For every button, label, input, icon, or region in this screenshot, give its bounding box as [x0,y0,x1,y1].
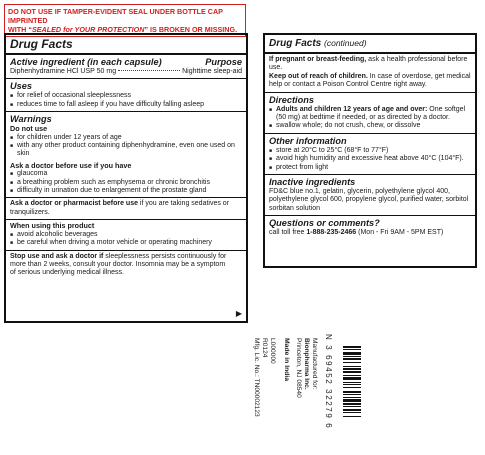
ask-doctor-section [6,161,246,199]
continue-arrow-icon: ▶ [235,308,242,318]
barcode-bar [343,358,361,360]
drug-facts-panel [4,33,248,323]
revision-code: R0124 [261,338,268,358]
questions-section [265,216,475,239]
barcode [333,332,361,452]
barcode-bar [343,397,361,398]
barcode-bar [343,403,361,405]
active-row: Diphenhydramine HCl USP 50 mg Nighttime sleep-aid [10,68,242,75]
other-info-heading: Other information [269,135,347,146]
barcode-bar [343,375,361,376]
company-city: Princeton, NJ 08540 [295,338,302,398]
company-name: Bionpharma Inc. [303,338,310,390]
warnings-heading: Warnings [10,114,52,125]
stop-use-section: Stop use and ask a doctor if sleeplessness persists continuously for more than 2 weeks, consult your doctor. Insomnia may be a symptom of serious underlying medical illness. [10,252,227,277]
barcode-bar [343,366,361,367]
mfg-license: Mfg. Lic. No.: TN00002123 [253,338,260,417]
drug-facts-continued-title: Drug Facts (continued) [265,35,475,54]
tamper-warning-line1: DO NOT USE IF TAMPER-EVIDENT SEAL UNDER BOTTLE CAP IMPRINTED [8,7,223,25]
list-item: ■ with any other product containing diphenhydramine, even one used on skin [10,142,242,159]
leader-dots [118,70,180,71]
uses-heading: Uses [10,81,32,92]
barcode-bar [343,371,361,373]
questions-heading: Questions or comments? [269,218,380,229]
barcode-bars [343,346,361,417]
when-using-section [6,220,246,250]
barcode-bar [343,412,361,413]
purpose-heading: Purpose [205,57,242,67]
ask-pharmacist-section: Ask a doctor or pharmacist before use if you are taking sedatives or tranquilizers. [6,198,246,220]
barcode-bar [343,352,361,355]
list-item: ■ Adults and children 12 years of age and over: One softgel (50 mg) at bedtime if needed, or as directed by a doctor. [269,106,471,123]
list-item: ■ a breathing problem such as emphysema or chronic bronchitis [10,179,242,187]
list-item: ■ avoid alcoholic beverages [10,231,242,239]
barcode-bar [343,356,361,357]
barcode-bar [343,391,361,393]
list-item: ■ difficulty in urination due to enlargement of the prostate gland [10,187,242,195]
lot-code: L000000 [269,338,276,364]
when-using-label: When using this product [10,221,95,231]
made-in-label: Made in India [283,338,290,382]
list-item: ■ for children under 12 years of age [10,134,242,142]
drug-facts-title: Drug Facts [6,35,246,55]
drug-facts-continued-panel [263,33,477,268]
active-heading: Active ingredient (in each capsule) [10,57,162,67]
barcode-bar [343,377,361,380]
barcode-bar [343,346,361,348]
pregnancy-section: If pregnant or breast-feeding, ask a health professional before use. Keep out of reach of children. In case of overdose, get medical help or contact a Poison Control Centre right away. [265,54,475,93]
ask-doctor-label: Ask a doctor before use if you have [10,160,132,170]
list-item: ■ glaucoma [10,170,242,178]
directions-heading: Directions [269,94,314,105]
manufactured-for-label: Manufactured for: [311,338,318,390]
barcode-bar [343,349,361,350]
barcode-bar [343,409,361,411]
barcode-bar [343,384,361,385]
barcode-digits: N 3 69452 32279 6 [324,334,333,430]
active-ingredient-section [6,55,246,79]
list-item: ■ reduces time to fall asleep if you have difficulty falling asleep [10,101,242,109]
inactive-ingredients-section [265,175,475,216]
directions-section [265,93,475,134]
tamper-warning-line2: WITH “SEALED for YOUR PROTECTION” IS BROKEN OR MISSING. [8,25,238,34]
barcode-bar [343,362,361,363]
barcode-bar [343,382,361,383]
questions-text: call toll free 1-888-235-2466 (Mon - Fri 9AM - 5PM EST) [269,229,444,237]
list-item: ■ be careful when driving a motor vehicle or operating machinery [10,239,242,247]
barcode-bar [343,416,361,417]
inactive-heading: Inactive ingredients [269,177,356,188]
list-item: ■ for relief of occasional sleeplessness [10,92,242,100]
barcode-bar [343,368,361,370]
inactive-text: FD&C blue no.1, gelatin, glycerin, polyethylene glycol 400, polyethylene glycol 600, propylene glycol, purified water, sorbitol sorbitan solution [269,188,469,212]
barcode-bar [343,387,361,388]
list-item: ■ swallow whole; do not crush, chew, or dissolve [269,122,471,130]
barcode-bar [343,394,361,395]
uses-section [6,79,246,112]
list-item: ■ store at 20°C to 25°C (68°F to 77°F) [269,147,471,155]
barcode-bar [343,406,361,407]
barcode-bar [343,399,361,402]
list-item: ■ avoid high humidity and excessive heat above 40°C (104°F). [269,155,471,163]
phone-number: 1-888-235-2466 [306,229,357,237]
do-not-use-label: Do not use [10,124,48,134]
list-item: ■ protect from light [269,164,471,172]
warnings-section [6,112,246,161]
other-information-section [265,134,475,175]
